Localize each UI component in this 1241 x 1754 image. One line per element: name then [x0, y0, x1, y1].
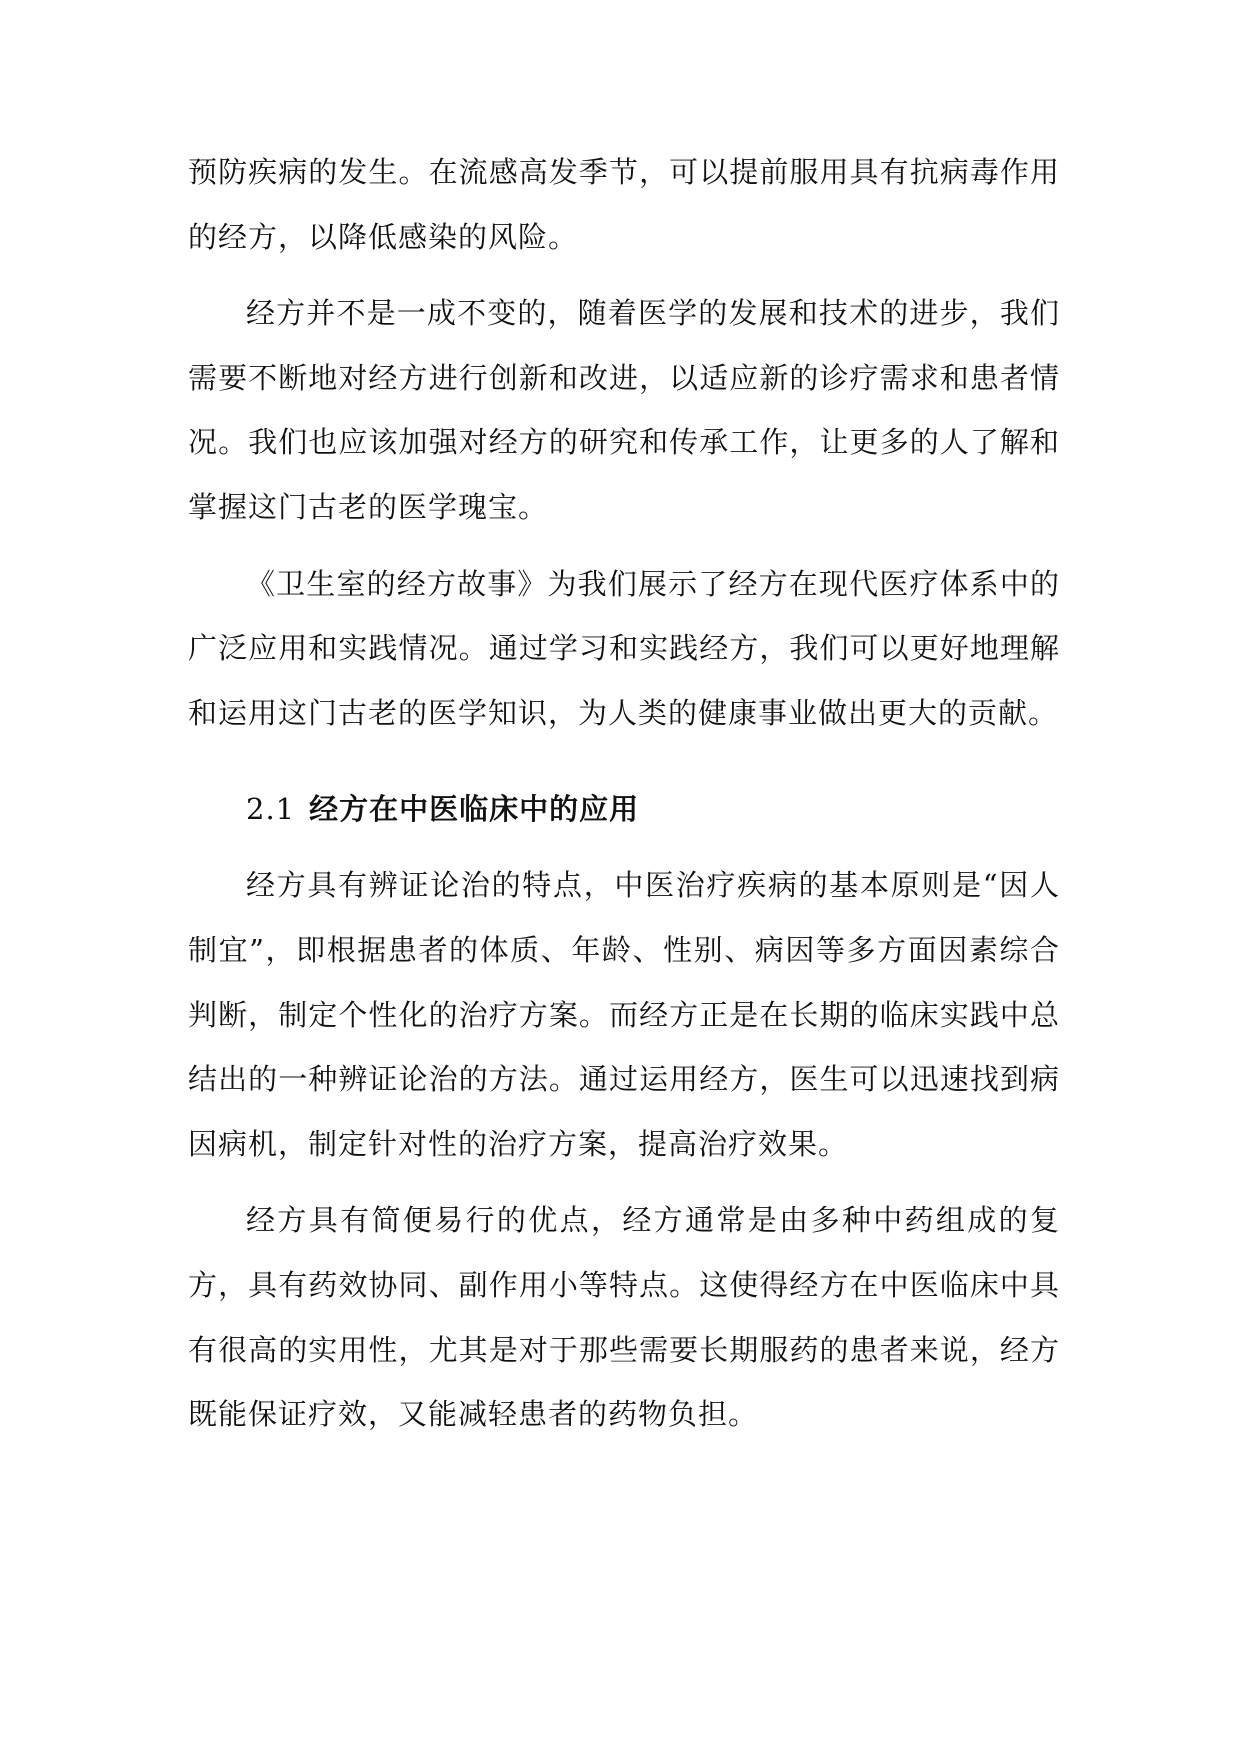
paragraph-book-summary: 《卫生室的经方故事》为我们展示了经方在现代医疗体系中的广泛应用和实践情况。通过学习和实践经方，我们可以更好地理解和运用这门古老的医学知识，为人类的健康事业做出更大的贡献。: [188, 566, 1060, 730]
paragraph-syndrome-differentiation: 经方具有辨证论治的特点，中医治疗疾病的基本原则是“因人制宜”，即根据患者的体质、年龄、性别、病因等多方面因素综合判断，制定个性化的治疗方案。而经方正是在长期的临床实践中总结出的一种辨证论治的方法。通过运用经方，医生可以迅速找到病因病机，制定针对性的治疗方案，提高治疗效果。: [188, 868, 1060, 1161]
paragraph-simplicity: 经方具有简便易行的优点，经方通常是由多种中药组成的复方，具有药效协同、副作用小等特点。这使得经方在中医临床中具有很高的实用性，尤其是对于那些需要长期服药的患者来说，经方既能保证疗效，又能减轻患者的药物负担。: [188, 1203, 1060, 1432]
paragraph-continuation: 预防疾病的发生。在流感高发季节，可以提前服用具有抗病毒作用的经方，以降低感染的风险。: [188, 155, 1060, 254]
paragraph-innovation: 经方并不是一成不变的，随着医学的发展和技术的进步，我们需要不断地对经方进行创新和改进，以适应新的诊疗需求和患者情况。我们也应该加强对经方的研究和传承工作，让更多的人了解和掌握这门古老的医学瑰宝。: [188, 296, 1060, 524]
section-heading: [188, 777, 1060, 841]
document-body: [188, 140, 1060, 1447]
section-title: 经方在中医临床中的应用: [309, 792, 640, 827]
section-number: 2.1: [246, 792, 296, 827]
